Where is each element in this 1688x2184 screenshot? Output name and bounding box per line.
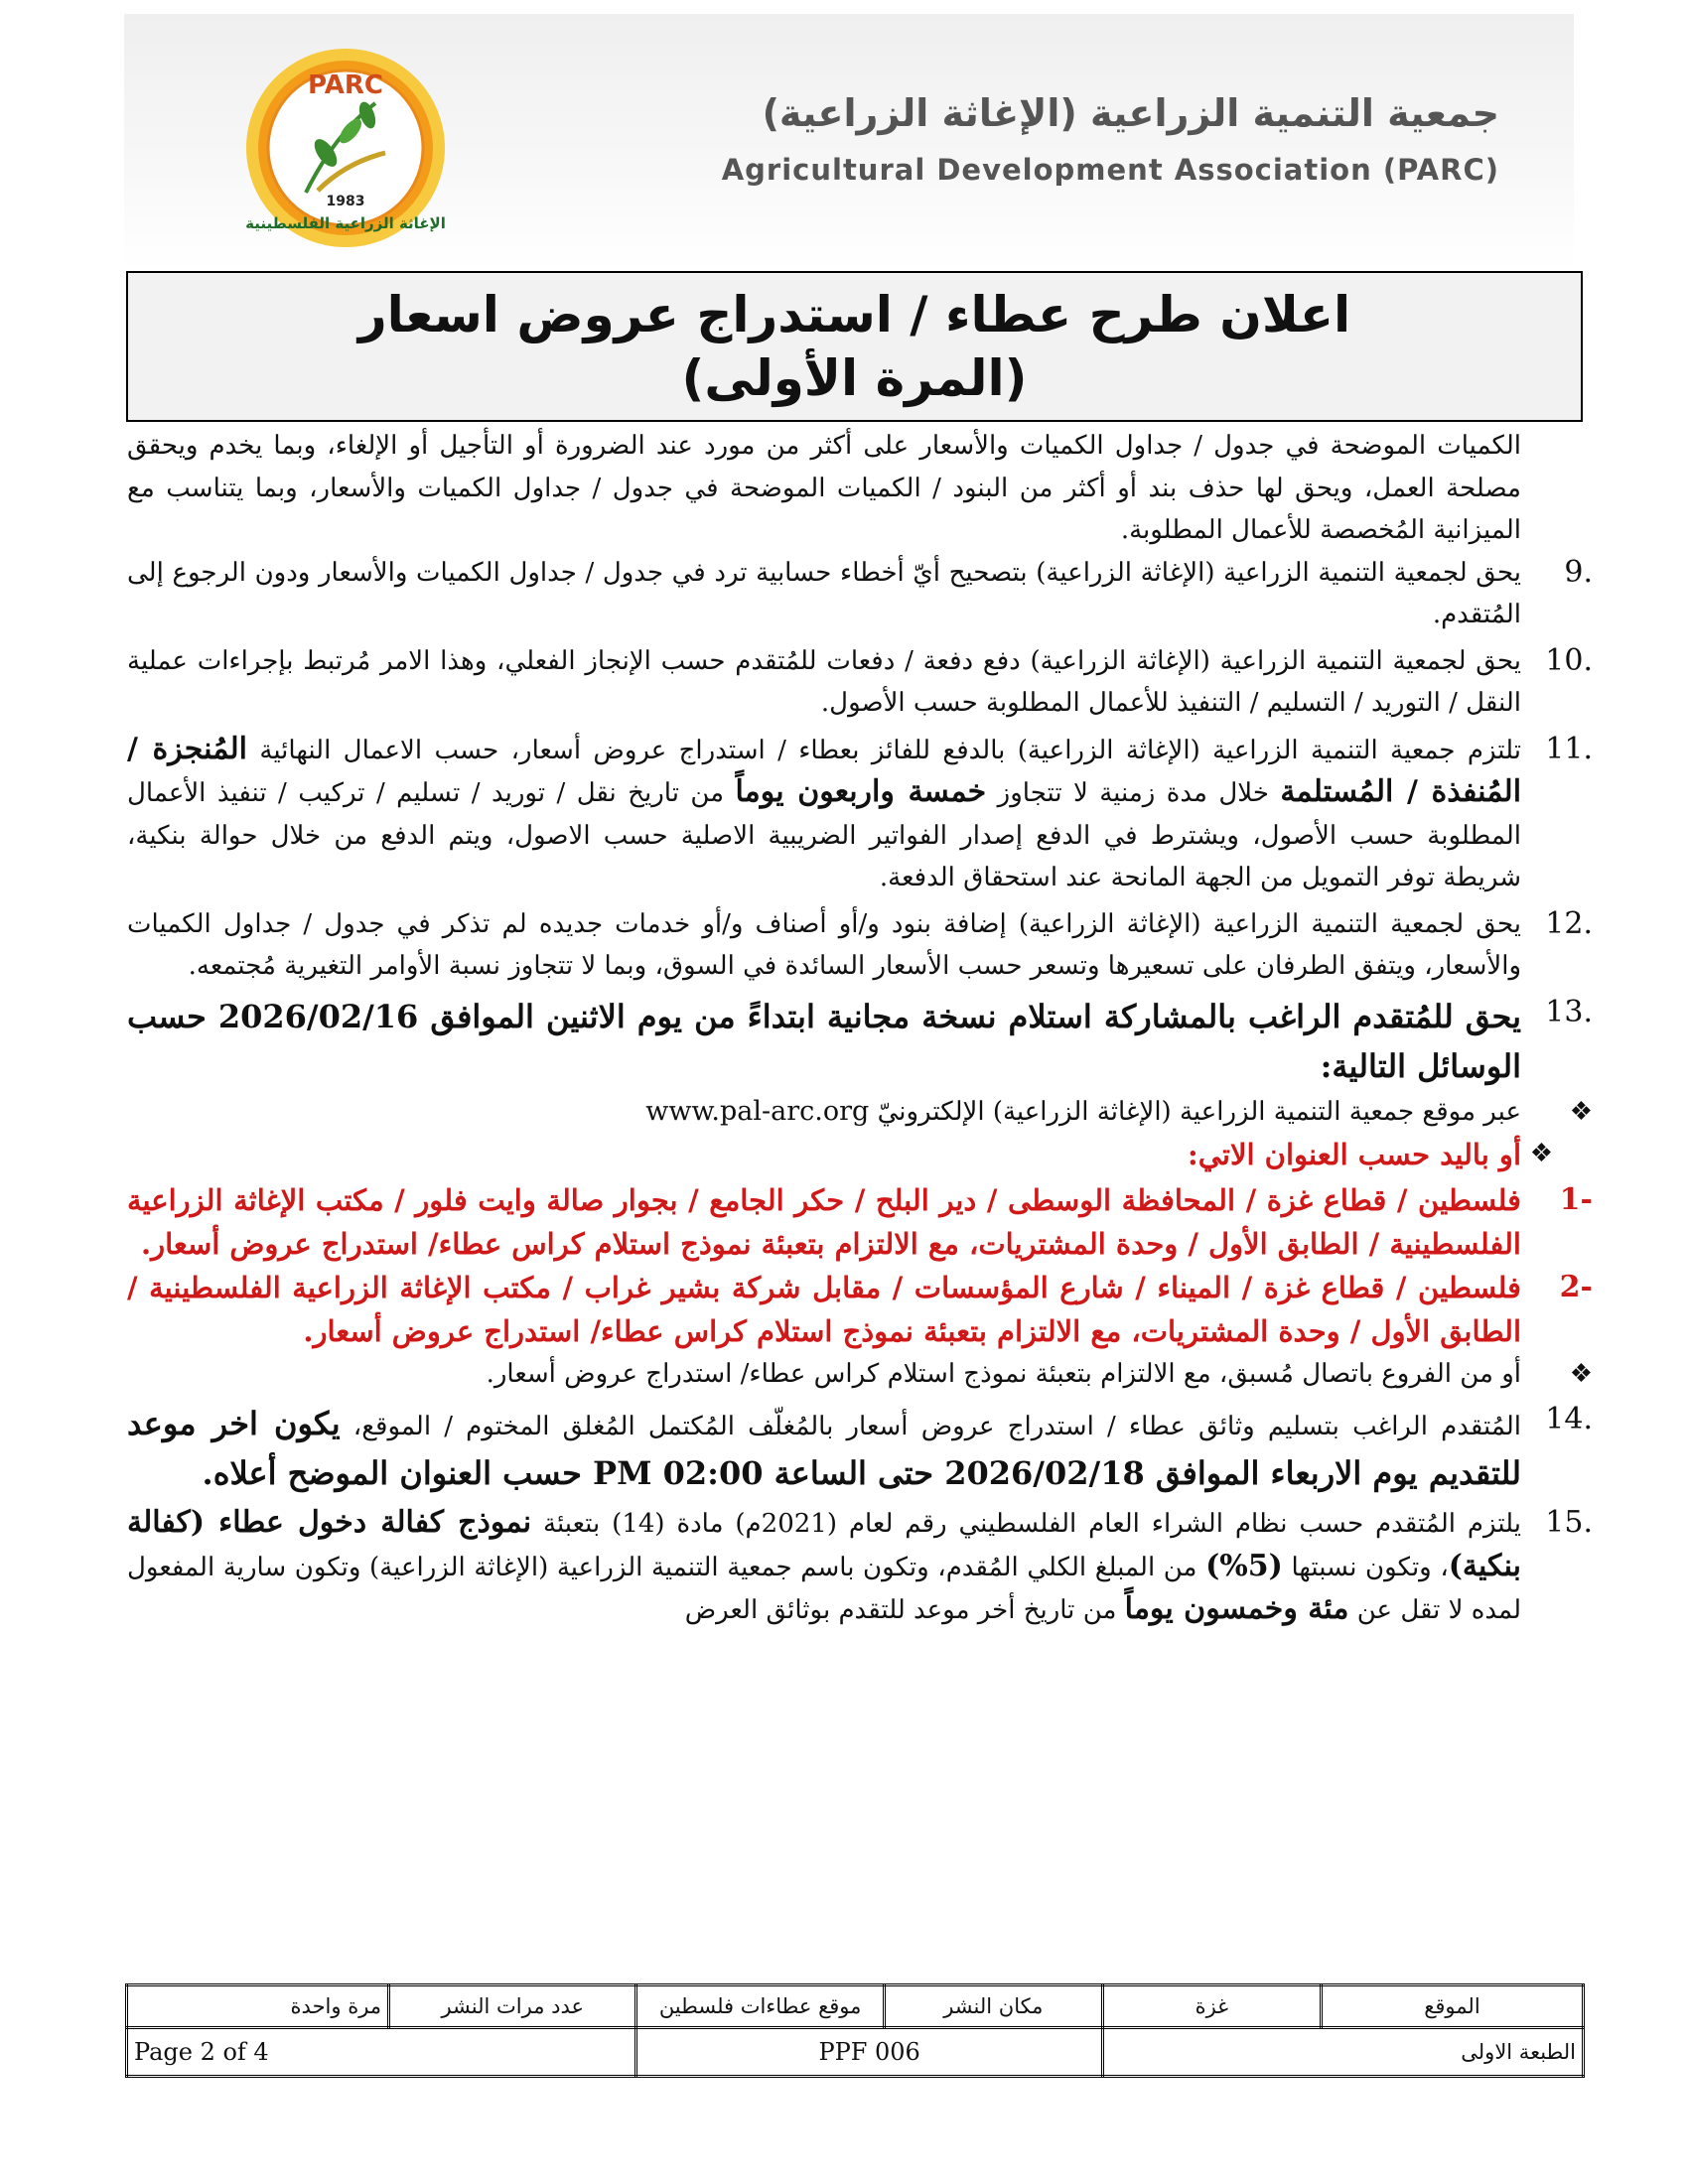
- bullet-text: أو باليد حسب العنوان الاتي:: [1188, 1138, 1521, 1171]
- payment-days: خمسة واربعون يوماً: [735, 774, 987, 809]
- clause-number: 10.: [1545, 642, 1593, 678]
- clause-15: [127, 1502, 1593, 1632]
- clause-11: [127, 729, 1593, 899]
- clause-text: يحق لجمعية التنمية الزراعية (الإغاثة الزراعية) دفع دفعة / دفعات للمُتقدم حسب الإنجاز الفعلي، وهذا الامر مُرتبط بإجراءات عملية النقل / التوريد / التسليم / التنفيذ للأعمال المطلوبة حسب الأصول.: [127, 645, 1521, 718]
- address-2: [127, 1266, 1593, 1353]
- parc-logo: [226, 44, 465, 252]
- footer-cell: غزة: [1102, 1985, 1321, 2028]
- continued-paragraph: الكميات الموضحة في جدول / جداول الكميات والأسعار على أكثر من مورد عند الضرورة أو التأجيل أو الإلغاء، وبما يخدم ويحقق مصلحة العمل، ويحق لها حذف بند أو أكثر من البنود / الكميات الموضحة في جدول / جداول الكميات والأسعار، وبما يتناسب مع الميزانية المُخصصة للأعمال المطلوبة.: [127, 431, 1522, 545]
- bid-guarantee-form: نموذج كفالة دخول عطاء (كفالة بنكية): [127, 1505, 1522, 1583]
- submission-deadline: يكون اخر موعد للتقديم يوم الاربعاء الموافق 2026/02/18 حتى الساعة 02:00 PM حسب العنوان الموضح أعلاه.: [127, 1405, 1521, 1492]
- clause-text: يحق للمُتقدم الراغب بالمشاركة استلام نسخة مجانية ابتداءً من يوم الاثنين الموافق 2026/02/16 حسب الوسائل التالية:: [127, 997, 1521, 1085]
- clause-text: ، وتكون نسبتها: [1291, 1552, 1449, 1582]
- bullet-by-hand: [127, 1133, 1553, 1178]
- clause-text: خلال مدة زمنية لا تتجاوز: [997, 778, 1269, 808]
- footer-cell: مرة واحدة: [127, 1985, 389, 2028]
- logo-year: 1983: [326, 194, 365, 209]
- bullet-website: [127, 1091, 1593, 1134]
- diamond-bullet-icon: ❖: [1569, 1358, 1593, 1389]
- bullet-text: أو من الفروع باتصال مُسبق، مع الالتزام بتعبئة نموذج استلام كراس عطاء/ استدراج عروض أسعار.: [486, 1358, 1521, 1389]
- footer-cell: الموقع: [1321, 1985, 1583, 2028]
- clause-text: من المبلغ الكلي المُقدم، وتكون باسم جمعية التنمية الزراعية (الإغاثة الزراعية) وتكون سارية المفعول لمده لا تقل عن: [127, 1552, 1521, 1625]
- clause-10: [127, 640, 1593, 725]
- logo-arc-text: الإغاثة الزراعية الفلسطينية: [245, 214, 446, 232]
- clause-9: [127, 552, 1593, 636]
- clause-number: 12.: [1545, 905, 1593, 941]
- guarantee-percent: (5%): [1205, 1548, 1283, 1583]
- footer-cell: عدد مرات النشر: [389, 1985, 636, 2028]
- clause-number: 9.: [1564, 554, 1593, 590]
- clause-number: 13.: [1545, 994, 1593, 1029]
- guarantee-validity: مئة وخمسون يوماً: [1124, 1591, 1349, 1626]
- clause-text: يحق لجمعية التنمية الزراعية (الإغاثة الزراعية) إضافة بنود و/أو أصناف و/أو خدمات جديده لم تذكر في جدول / جداول الكميات والأسعار، ويتفق الطرفان على تسعيرها وتسعر حسب الأسعار السائدة في السوق، وبما لا تتجاوز نسبة الأوامر التغيرية مُجتمعه.: [127, 908, 1521, 981]
- footer-row-form: [127, 2028, 1584, 2077]
- clause-number: 11.: [1545, 731, 1593, 766]
- footer-row-publication: [127, 1985, 1584, 2028]
- footer-table: [125, 1983, 1585, 2078]
- website-link[interactable]: www.pal-arc.org: [645, 1095, 870, 1127]
- bullet-text: عبر موقع جمعية التنمية الزراعية (الإغاثة الزراعية) الإلكترونيّ: [877, 1096, 1521, 1127]
- clause-text: المُتقدم الراغب بتسليم وثائق عطاء / استدراج عروض أسعار بالمُغلّف المُكتمل المُغلق المختوم / الموقع،: [352, 1412, 1522, 1441]
- address-text: فلسطين / قطاع غزة / الميناء / شارع المؤسسات / مقابل شركة بشير غراب / مكتب الإغاثة الزراعية الفلسطينية / الطابق الأول / وحدة المشتريات، مع الالتزام بتعبئة نموذج استلام كراس عطاء/ استدراج عروض أسعار.: [127, 1270, 1521, 1348]
- announcement-subtitle: (المرة الأولى): [681, 349, 1028, 407]
- clause-text: من تاريخ أخر موعد للتقدم بوثائق العرض: [684, 1595, 1117, 1625]
- clause-number: 15.: [1545, 1505, 1593, 1540]
- edition: الطبعة الاولى: [1102, 2028, 1583, 2077]
- page-number: Page 2 of 4: [127, 2028, 636, 2077]
- clause-13: [127, 992, 1593, 1396]
- address-text: فلسطين / قطاع غزة / المحافظة الوسطى / دير البلح / حكر الجامع / بجوار صالة وايت فلور / مكتب الإغاثة الزراعية الفلسطينية / الطابق الأول / وحدة المشتريات، مع الالتزام بتعبئة نموذج استلام كراس عطاء/ استدراج عروض أسعار.: [127, 1182, 1521, 1261]
- form-code: PPF 006: [636, 2028, 1102, 2077]
- address-1: [127, 1178, 1593, 1266]
- announcement-title: اعلان طرح عطاء / استدراج عروض اسعار: [357, 286, 1351, 343]
- clause-14: [127, 1399, 1593, 1498]
- footer-cell: مكان النشر: [884, 1985, 1102, 2028]
- clause-12: [127, 903, 1593, 988]
- diamond-bullet-icon: ❖: [1529, 1139, 1553, 1168]
- clause-text: من تاريخ نقل / توريد / تسليم / تركيب / تنفيذ الأعمال المطلوبة حسب الأصول، ويشترط في الدفع إصدار الفواتير الضريبية الاصلية حسب الاصول، ويتم الدفع من خلال حوالة بنكية، شريطة توفر التمويل من الجهة المانحة عند استحقاق الدفعة.: [127, 778, 1521, 892]
- address-number: 2-: [1559, 1269, 1593, 1304]
- announcement-title-box: [126, 271, 1583, 422]
- clause-text: يلتزم المُتقدم حسب نظام الشراء العام الفلسطيني رقم لعام (2021م) مادة (14) بتعبئة: [543, 1509, 1522, 1539]
- clause-bold-text: المُنجزة / المُنفذة / المُستلمة: [127, 731, 1522, 809]
- org-name-english: Agricultural Development Association (PARC): [721, 153, 1499, 187]
- diamond-bullet-icon: ❖: [1569, 1096, 1593, 1127]
- footer-cell: موقع عطاءات فلسطين: [636, 1985, 884, 2028]
- address-number: 1-: [1559, 1181, 1593, 1217]
- clause-text: تلتزم جمعية التنمية الزراعية (الإغاثة الزراعية) بالدفع للفائز بعطاء / استدراج عروض أسعار، حسب الاعمال النهائية: [259, 735, 1521, 765]
- document-body: [127, 425, 1593, 1632]
- logo-text: PARC: [308, 70, 383, 100]
- bullet-branches: [127, 1353, 1593, 1396]
- org-name-arabic: جمعية التنمية الزراعية (الإغاثة الزراعية): [762, 91, 1499, 135]
- clause-text: يحق لجمعية التنمية الزراعية (الإغاثة الزراعية) بتصحيح أيّ أخطاء حسابية ترد في جدول / جداول الكميات والأسعار ودون الرجوع إلى المُتقدم.: [127, 557, 1521, 629]
- clause-number: 14.: [1545, 1402, 1593, 1436]
